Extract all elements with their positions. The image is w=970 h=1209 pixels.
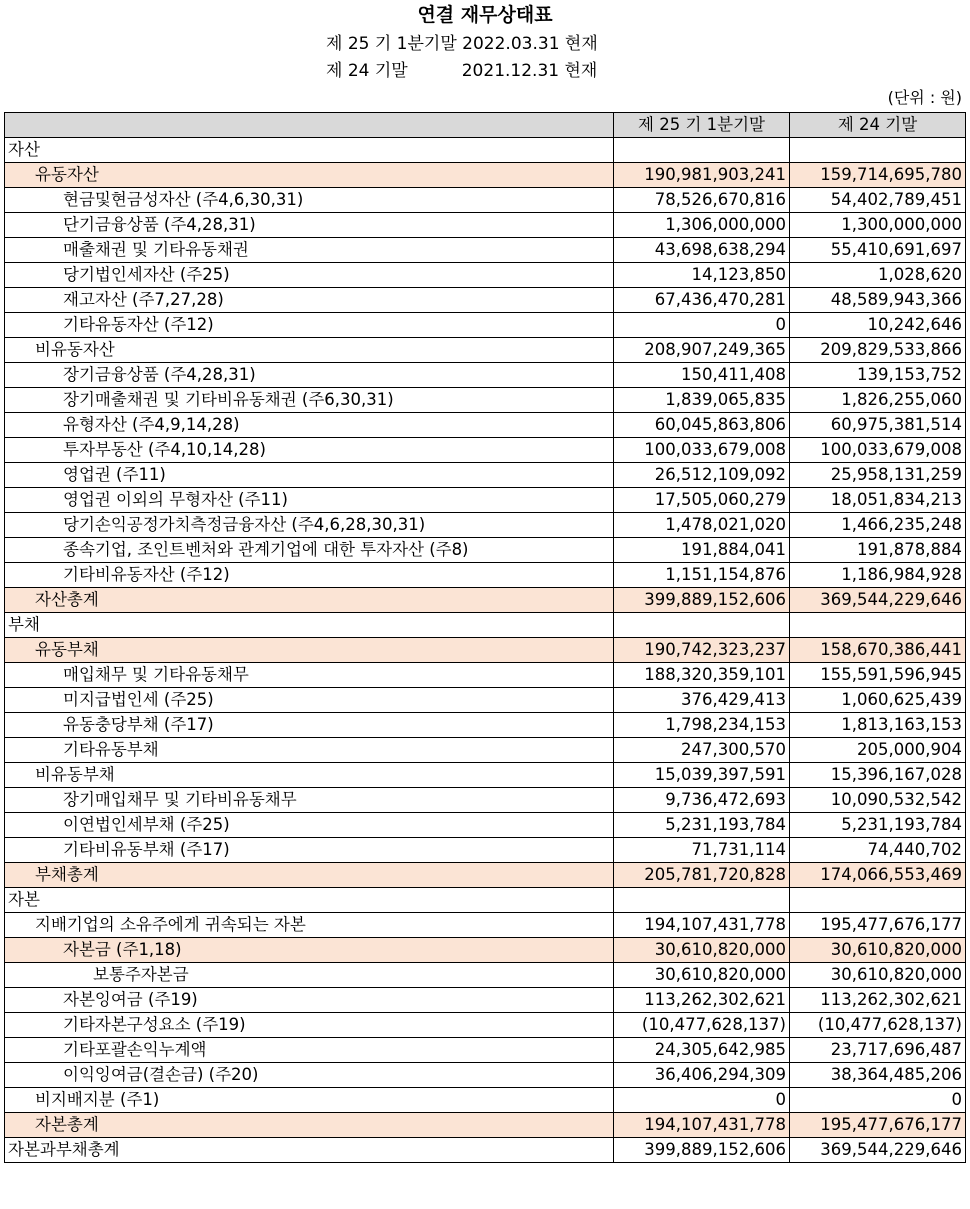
table-row (5, 288, 966, 313)
row-current-value: 113,262,302,621 (614, 988, 790, 1013)
row-current-value: 205,781,720,828 (614, 863, 790, 888)
row-prior-value: 1,466,235,248 (790, 513, 966, 538)
period-current: 제 25 기 1분기말 2022.03.31 현재 (326, 34, 598, 54)
row-label: 미지급법인세 (주25) (5, 688, 614, 713)
row-current-value: 1,151,154,876 (614, 563, 790, 588)
row-prior-value: 1,028,620 (790, 263, 966, 288)
row-label: 당기법인세자산 (주25) (5, 263, 614, 288)
row-prior-value: 74,440,702 (790, 838, 966, 863)
row-prior-value: 30,610,820,000 (790, 938, 966, 963)
table-row (5, 413, 966, 438)
table-row (5, 163, 966, 188)
table-row (5, 713, 966, 738)
row-label: 현금및현금성자산 (주4,6,30,31) (5, 188, 614, 213)
row-current-value: 26,512,109,092 (614, 463, 790, 488)
row-prior-value: 0 (790, 1088, 966, 1113)
table-row (5, 813, 966, 838)
row-current-value: 194,107,431,778 (614, 913, 790, 938)
row-label: 단기금융상품 (주4,28,31) (5, 213, 614, 238)
table-row (5, 738, 966, 763)
row-prior-value (790, 138, 966, 163)
row-current-value: 15,039,397,591 (614, 763, 790, 788)
table-row (5, 763, 966, 788)
row-label: 유동부채 (5, 638, 614, 663)
row-current-value: 190,981,903,241 (614, 163, 790, 188)
row-label: 투자부동산 (주4,10,14,28) (5, 438, 614, 463)
row-prior-value: 10,242,646 (790, 313, 966, 338)
row-prior-value: (10,477,628,137) (790, 1013, 966, 1038)
row-label: 매입채무 및 기타유동채무 (5, 663, 614, 688)
table-header-row (5, 113, 966, 138)
row-current-value: 14,123,850 (614, 263, 790, 288)
table-row (5, 1063, 966, 1088)
row-current-value: 1,798,234,153 (614, 713, 790, 738)
row-label: 당기손익공정가치측정금융자산 (주4,6,28,30,31) (5, 513, 614, 538)
row-label: 영업권 (주11) (5, 463, 614, 488)
table-row (5, 863, 966, 888)
row-prior-value: 15,396,167,028 (790, 763, 966, 788)
table-row (5, 638, 966, 663)
row-label: 장기매입채무 및 기타비유동채무 (5, 788, 614, 813)
table-row (5, 1013, 966, 1038)
table-row (5, 1113, 966, 1138)
row-current-value: 30,610,820,000 (614, 963, 790, 988)
row-label: 기타비유동자산 (주12) (5, 563, 614, 588)
row-current-value: 1,306,000,000 (614, 213, 790, 238)
row-current-value: 60,045,863,806 (614, 413, 790, 438)
row-label: 유동충당부채 (주17) (5, 713, 614, 738)
row-prior-value: 25,958,131,259 (790, 463, 966, 488)
row-label: 자본잉여금 (주19) (5, 988, 614, 1013)
table-row (5, 563, 966, 588)
row-prior-value: 10,090,532,542 (790, 788, 966, 813)
row-label: 보통주자본금 (5, 963, 614, 988)
row-label: 기타포괄손익누계액 (5, 1038, 614, 1063)
table-row (5, 1138, 966, 1163)
row-prior-value: 23,717,696,487 (790, 1038, 966, 1063)
row-current-value: 150,411,408 (614, 363, 790, 388)
row-current-value: 0 (614, 313, 790, 338)
balance-sheet-table (4, 112, 966, 1163)
row-label: 자본금 (주1,18) (5, 938, 614, 963)
row-prior-value: 195,477,676,177 (790, 1113, 966, 1138)
row-label: 자본 (5, 888, 614, 913)
table-row (5, 838, 966, 863)
row-prior-value: 159,714,695,780 (790, 163, 966, 188)
row-prior-value: 209,829,533,866 (790, 338, 966, 363)
row-label: 지배기업의 소유주에게 귀속되는 자본 (5, 913, 614, 938)
row-prior-value: 100,033,679,008 (790, 438, 966, 463)
table-row (5, 688, 966, 713)
unit-label: (단위 : 원) (887, 88, 962, 107)
row-prior-value: 5,231,193,784 (790, 813, 966, 838)
row-label: 부채 (5, 613, 614, 638)
table-row (5, 438, 966, 463)
table-row (5, 788, 966, 813)
row-label: 자본과부채총계 (5, 1138, 614, 1163)
period-prior: 제 24 기말 2021.12.31 현재 (326, 61, 598, 81)
row-prior-value: 113,262,302,621 (790, 988, 966, 1013)
table-row (5, 613, 966, 638)
row-prior-value: 30,610,820,000 (790, 963, 966, 988)
row-prior-value: 174,066,553,469 (790, 863, 966, 888)
row-prior-value: 38,364,485,206 (790, 1063, 966, 1088)
table-row (5, 263, 966, 288)
table-row (5, 388, 966, 413)
row-current-value: 0 (614, 1088, 790, 1113)
row-label: 장기매출채권 및 기타비유동채권 (주6,30,31) (5, 388, 614, 413)
table-row (5, 938, 966, 963)
row-current-value: 5,231,193,784 (614, 813, 790, 838)
table-row (5, 188, 966, 213)
header-prior-period: 제 24 기말 (790, 113, 966, 138)
row-prior-value: 205,000,904 (790, 738, 966, 763)
row-label: 비유동자산 (5, 338, 614, 363)
row-prior-value: 369,544,229,646 (790, 588, 966, 613)
row-prior-value: 158,670,386,441 (790, 638, 966, 663)
row-current-value (614, 613, 790, 638)
row-label: 기타자본구성요소 (주19) (5, 1013, 614, 1038)
row-prior-value: 369,544,229,646 (790, 1138, 966, 1163)
row-label: 유형자산 (주4,9,14,28) (5, 413, 614, 438)
row-current-value: 208,907,249,365 (614, 338, 790, 363)
row-current-value: 399,889,152,606 (614, 1138, 790, 1163)
row-prior-value: 1,826,255,060 (790, 388, 966, 413)
table-row (5, 138, 966, 163)
table-row (5, 913, 966, 938)
row-current-value: 376,429,413 (614, 688, 790, 713)
row-current-value: (10,477,628,137) (614, 1013, 790, 1038)
row-current-value: 190,742,323,237 (614, 638, 790, 663)
row-prior-value (790, 888, 966, 913)
statement-title: 연결 재무상태표 (417, 4, 553, 26)
row-current-value (614, 138, 790, 163)
row-current-value: 71,731,114 (614, 838, 790, 863)
row-current-value: 194,107,431,778 (614, 1113, 790, 1138)
row-label: 재고자산 (주7,27,28) (5, 288, 614, 313)
row-prior-value: 139,153,752 (790, 363, 966, 388)
row-current-value: 188,320,359,101 (614, 663, 790, 688)
row-prior-value: 1,300,000,000 (790, 213, 966, 238)
table-row (5, 488, 966, 513)
row-label: 기타유동자산 (주12) (5, 313, 614, 338)
row-label: 영업권 이외의 무형자산 (주11) (5, 488, 614, 513)
row-label: 기타유동부채 (5, 738, 614, 763)
table-row (5, 988, 966, 1013)
row-label: 자산총계 (5, 588, 614, 613)
table-row (5, 963, 966, 988)
row-current-value: 191,884,041 (614, 538, 790, 563)
table-row (5, 588, 966, 613)
row-current-value: 1,478,021,020 (614, 513, 790, 538)
row-label: 종속기업, 조인트벤처와 관계기업에 대한 투자자산 (주8) (5, 538, 614, 563)
row-current-value: 43,698,638,294 (614, 238, 790, 263)
row-label: 자산 (5, 138, 614, 163)
row-label: 자본총계 (5, 1113, 614, 1138)
row-prior-value: 1,813,163,153 (790, 713, 966, 738)
table-row (5, 1088, 966, 1113)
row-prior-value: 191,878,884 (790, 538, 966, 563)
row-current-value: 17,505,060,279 (614, 488, 790, 513)
row-label: 비유동부채 (5, 763, 614, 788)
row-prior-value: 48,589,943,366 (790, 288, 966, 313)
row-prior-value: 54,402,789,451 (790, 188, 966, 213)
row-prior-value: 60,975,381,514 (790, 413, 966, 438)
row-prior-value: 1,186,984,928 (790, 563, 966, 588)
row-current-value: 1,839,065,835 (614, 388, 790, 413)
row-label: 유동자산 (5, 163, 614, 188)
table-row (5, 213, 966, 238)
table-row (5, 338, 966, 363)
row-current-value: 399,889,152,606 (614, 588, 790, 613)
row-current-value: 9,736,472,693 (614, 788, 790, 813)
header-item (5, 113, 614, 138)
table-row (5, 538, 966, 563)
row-current-value: 67,436,470,281 (614, 288, 790, 313)
table-row (5, 313, 966, 338)
table-row (5, 663, 966, 688)
row-label: 매출채권 및 기타유동채권 (5, 238, 614, 263)
row-current-value: 247,300,570 (614, 738, 790, 763)
table-row (5, 238, 966, 263)
row-prior-value: 195,477,676,177 (790, 913, 966, 938)
row-label: 기타비유동부채 (주17) (5, 838, 614, 863)
row-prior-value (790, 613, 966, 638)
row-current-value (614, 888, 790, 913)
row-prior-value: 18,051,834,213 (790, 488, 966, 513)
row-current-value: 30,610,820,000 (614, 938, 790, 963)
row-current-value: 36,406,294,309 (614, 1063, 790, 1088)
row-current-value: 100,033,679,008 (614, 438, 790, 463)
row-prior-value: 55,410,691,697 (790, 238, 966, 263)
row-prior-value: 1,060,625,439 (790, 688, 966, 713)
row-label: 이익잉여금(결손금) (주20) (5, 1063, 614, 1088)
table-row (5, 888, 966, 913)
row-label: 이연법인세부채 (주25) (5, 813, 614, 838)
table-row (5, 363, 966, 388)
table-row (5, 1038, 966, 1063)
row-label: 부채총계 (5, 863, 614, 888)
row-prior-value: 155,591,596,945 (790, 663, 966, 688)
table-row (5, 513, 966, 538)
table-row (5, 463, 966, 488)
row-current-value: 24,305,642,985 (614, 1038, 790, 1063)
row-label: 비지배지분 (주1) (5, 1088, 614, 1113)
row-label: 장기금융상품 (주4,28,31) (5, 363, 614, 388)
header-current-period: 제 25 기 1분기말 (614, 113, 790, 138)
row-current-value: 78,526,670,816 (614, 188, 790, 213)
